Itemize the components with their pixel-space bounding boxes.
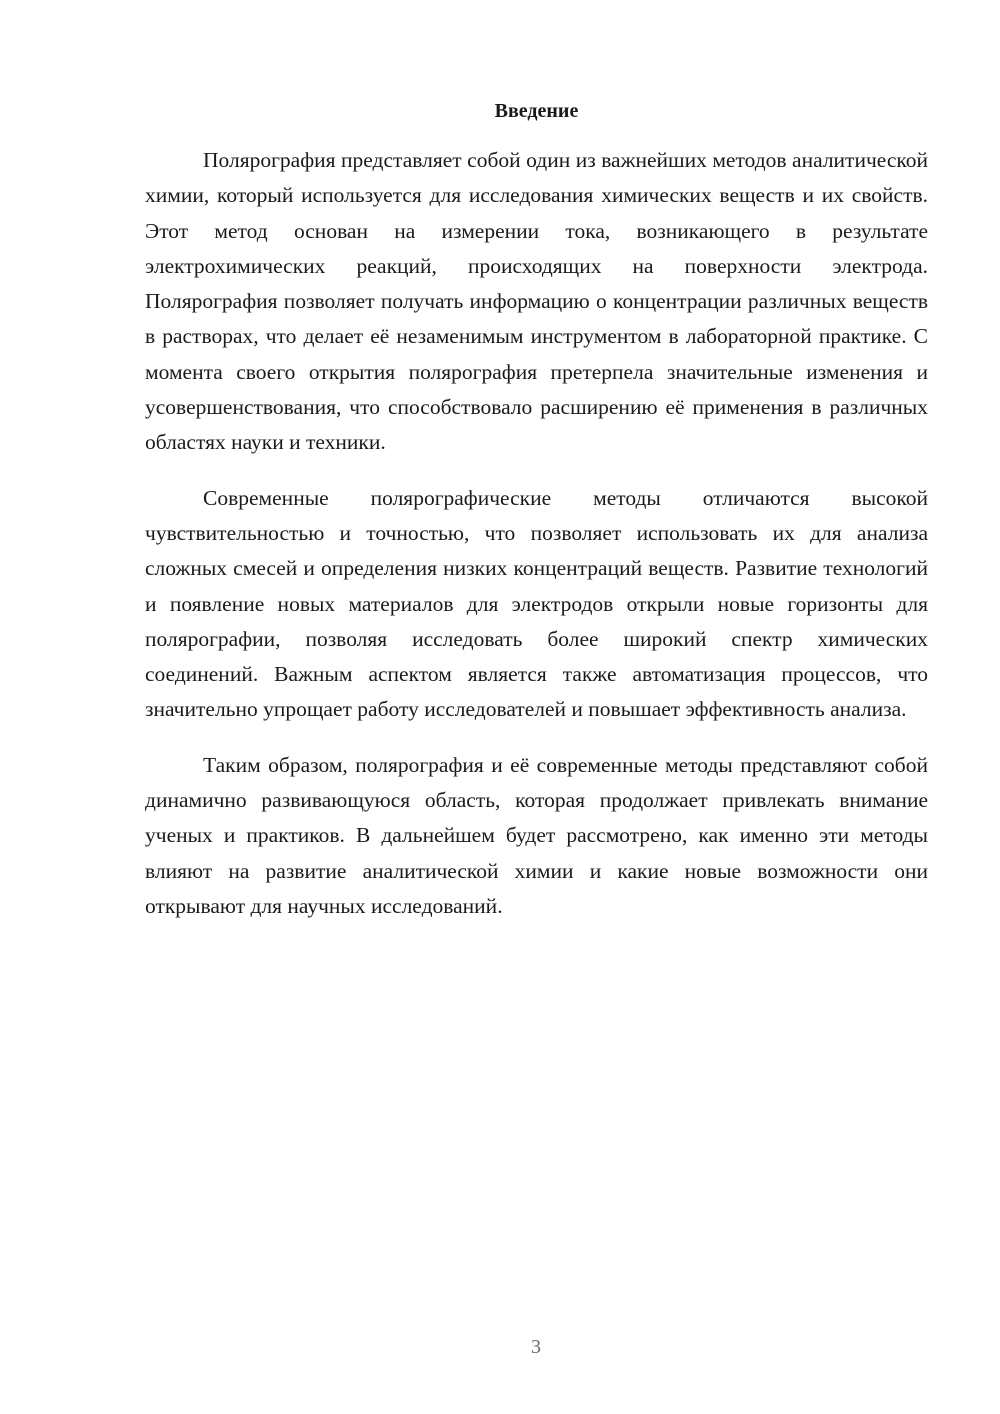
body-text (145, 143, 928, 944)
section-title: Введение (494, 100, 579, 122)
page-number: 3 (531, 1336, 541, 1358)
paragraph-2: Современные полярографические методы отличаются высокой чувствительностью и точностью, что позволяет использовать их для анализа сложных смесей и определения низких концентраций веществ. Развитие технологий и появление новых материалов для электродов открыли новые горизонты для полярографии, позволяя исследовать более широкий спектр химических соединений. Важным аспектом является также автоматизация процессов, что значительно упрощает работу исследователей и повышает эффективность анализа. (145, 485, 928, 722)
paragraph-3: Таким образом, полярография и её современные методы представляют собой динамично развивающуюся область, которая продолжает привлекать внимание ученых и практиков. В дальнейшем будет рассмотрено, как именно эти методы влияют на развитие аналитической химии и какие новые возможности они открывают для научных исследований. (145, 752, 928, 918)
paragraph-1: Полярография представляет собой один из важнейших методов аналитической химии, который используется для исследования химических веществ и их свойств. Этот метод основан на измерении тока, возникающего в результате электрохимических реакций, происходящих на поверхности электрода. Полярография позволяет получать информацию о концентрации различных веществ в растворах, что делает её незаменимым инструментом в лабораторной практике. С момента своего открытия полярография претерпела значительные изменения и усовершенствования, что способствовало расширению её применения в различных областях науки и техники. (145, 148, 928, 455)
